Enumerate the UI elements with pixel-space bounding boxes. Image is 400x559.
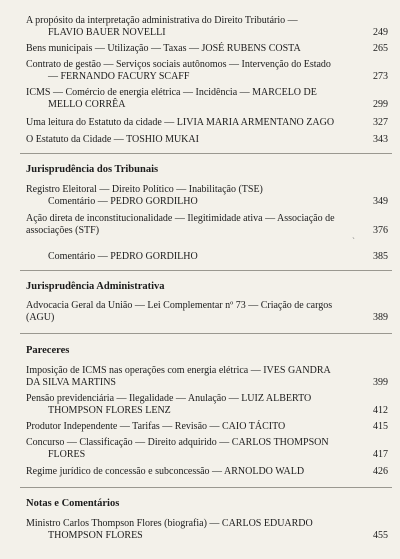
toc-entry-4-page: 299 bbox=[373, 99, 388, 110]
toc-entry-12-line-2: THOMPSON FLORES LENZ bbox=[48, 405, 171, 416]
toc-entry-7-line-2: Comentário — PEDRO GORDILHO bbox=[48, 196, 198, 207]
toc-entry-9-line-1: Comentário — PEDRO GORDILHO bbox=[48, 251, 198, 262]
toc-entry-4-line-1: ICMS — Comércio de energia elétrica — Incidência — MARCELO DE bbox=[26, 87, 317, 98]
toc-entry-3-line-1: Contrato de gestão — Serviços sociais autônomos — Intervenção do Estado bbox=[26, 59, 331, 70]
toc-entry-2-page: 265 bbox=[373, 43, 388, 54]
toc-entry-12-page: 412 bbox=[373, 405, 388, 416]
toc-entry-14-page: 417 bbox=[373, 449, 388, 460]
toc-entry-3-page: 273 bbox=[373, 71, 388, 82]
section-heading-tribunais: Jurisprudência dos Tribunais bbox=[26, 164, 159, 175]
toc-entry-14-line-1: Concurso — Classificação — Direito adquirido — CARLOS THOMPSON bbox=[26, 437, 329, 448]
toc-entry-4-line-2: MELLO CORRÊA bbox=[48, 99, 126, 110]
toc-entry-8-line-2: associações (STF) bbox=[26, 225, 100, 236]
toc-entry-14-line-2: FLORES bbox=[48, 449, 86, 460]
section-heading-notas: Notas e Comentários bbox=[26, 498, 120, 509]
toc-entry-5-page: 327 bbox=[373, 117, 388, 128]
toc-entry-1-line-2: FLAVIO BAUER NOVELLI bbox=[48, 27, 166, 38]
toc-entry-10-line-1: Advocacia Geral da União — Lei Complementar nº 73 — Criação de cargos bbox=[26, 300, 333, 311]
toc-entry-13-line-1: Produtor Independente — Tarifas — Revisão — CAIO TÁCITO bbox=[26, 421, 286, 432]
toc-entry-7-page: 349 bbox=[373, 196, 388, 207]
toc-entry-10-line-2: (AGU) bbox=[26, 312, 55, 323]
toc-entry-11-page: 399 bbox=[373, 377, 388, 388]
toc-entry-6-line-1: O Estatuto da Cidade — TOSHIO MUKAI bbox=[26, 134, 199, 145]
toc-entry-2-line-1: Bens municipais — Utilização — Taxas — JOSÉ RUBENS COSTA bbox=[26, 43, 301, 54]
toc-entry-16-line-1: Ministro Carlos Thompson Flores (biografia) — CARLOS EDUARDO bbox=[26, 518, 313, 529]
toc-entry-9-page: 385 bbox=[373, 251, 388, 262]
toc-entry-8-line-1: Ação direta de inconstitucionalidade — Ilegitimidade ativa — Associação de bbox=[26, 213, 335, 224]
toc-entry-1-line-1: A propósito da interpretação administrativa do Direito Tributário — bbox=[26, 15, 298, 26]
toc-entry-1-page: 249 bbox=[373, 27, 388, 38]
section-divider bbox=[20, 270, 392, 271]
toc-entry-16-page: 455 bbox=[373, 530, 388, 541]
section-heading-administrativa: Jurisprudência Administrativa bbox=[26, 281, 165, 292]
toc-entry-7-line-1: Registro Eleitoral — Direito Político — Inabilitação (TSE) bbox=[26, 184, 263, 195]
toc-entry-3-line-2: — FERNANDO FACURY SCAFF bbox=[48, 71, 190, 82]
section-heading-pareceres: Pareceres bbox=[26, 345, 70, 356]
toc-entry-16-line-2: THOMPSON FLORES bbox=[48, 530, 143, 541]
toc-entry-15-page: 426 bbox=[373, 466, 388, 477]
section-divider bbox=[20, 333, 392, 334]
toc-entry-11-line-1: Imposição de ICMS nas operações com energia elétrica — IVES GANDRA bbox=[26, 365, 331, 376]
section-divider bbox=[20, 487, 392, 488]
toc-entry-11-line-2: DA SILVA MARTINS bbox=[26, 377, 116, 388]
page-mark: ˎ bbox=[352, 229, 355, 239]
toc-entry-13-page: 415 bbox=[373, 421, 388, 432]
toc-entry-10-page: 389 bbox=[373, 312, 388, 323]
toc-entry-12-line-1: Pensão previdenciária — Ilegalidade — Anulação — LUIZ ALBERTO bbox=[26, 393, 312, 404]
toc-entry-8-page: 376 bbox=[373, 225, 388, 236]
toc-entry-5-line-1: Uma leitura do Estatuto da cidade — LIVIA MARIA ARMENTANO ZAGO bbox=[26, 117, 335, 128]
toc-entry-15-line-1: Regime jurídico de concessão e subconcessão — ARNOLDO WALD bbox=[26, 466, 305, 477]
section-divider bbox=[20, 153, 392, 154]
toc-entry-6-page: 343 bbox=[373, 134, 388, 145]
